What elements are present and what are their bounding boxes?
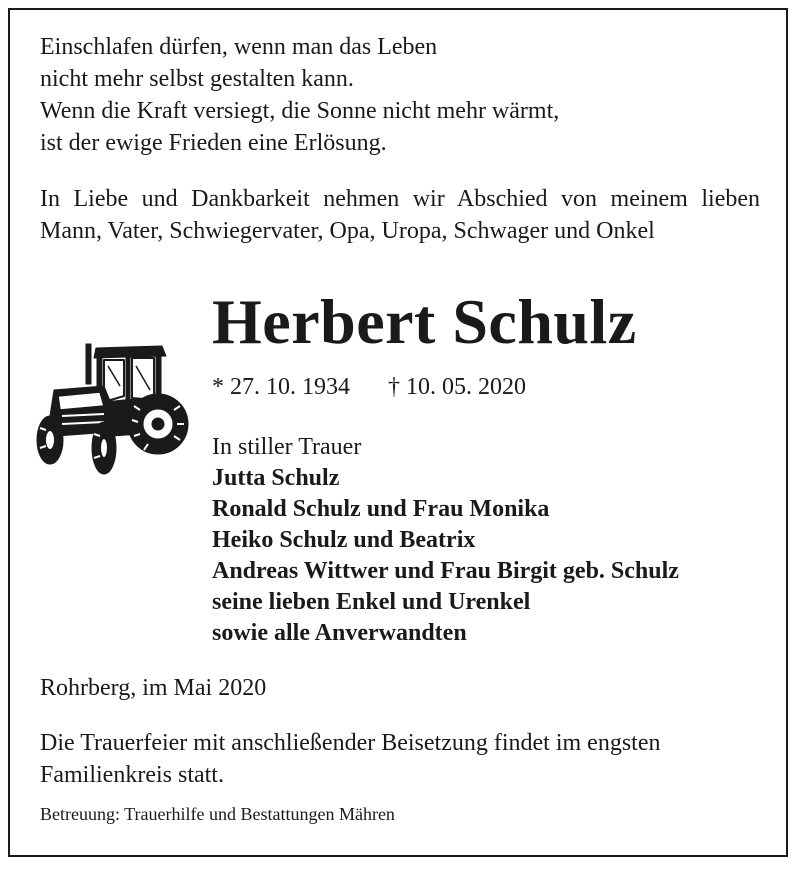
mourner-name: Jutta Schulz — [212, 465, 340, 491]
birth-date: * 27. 10. 1934 — [212, 374, 350, 400]
mourner-name: seine lieben Enkel und Urenkel — [212, 589, 531, 615]
mourner-name: Heiko Schulz und Beatrix — [212, 527, 476, 553]
mourner-name: sowie alle Anverwandten — [212, 620, 467, 646]
tractor-icon — [34, 336, 192, 478]
mourner-name: Ronald Schulz und Frau Monika — [212, 496, 550, 522]
poem-line: ist der ewige Frieden eine Erlösung. — [40, 130, 387, 156]
place-date: Rohrberg, im Mai 2020 — [40, 675, 267, 701]
intro-text: In Liebe und Dankbarkeit nehmen wir Abschied von meinem lieben Mann, Vater, Schwiegervater, Opa, Uropa, Schwager und Onkel — [40, 186, 760, 244]
mourners-heading: In stiller Trauer — [212, 434, 362, 460]
death-date: † 10. 05. 2020 — [388, 374, 526, 400]
deceased-name: Herbert Schulz — [212, 286, 637, 357]
ceremony-note: Die Trauerfeier mit anschließender Beisetzung findet im engsten Familienkreis statt. — [40, 730, 661, 788]
mourner-name: Andreas Wittwer und Frau Birgit geb. Schulz — [212, 558, 679, 584]
life-dates — [212, 371, 526, 403]
poem — [40, 31, 559, 159]
funeral-home-credit: Betreuung: Trauerhilfe und Bestattungen Mähren — [40, 804, 395, 824]
poem-line: Einschlafen dürfen, wenn man das Leben — [40, 34, 438, 60]
poem-line: Wenn die Kraft versiegt, die Sonne nicht mehr wärmt, — [40, 98, 560, 124]
poem-line: nicht mehr selbst gestalten kann. — [40, 66, 354, 92]
mourners-block — [212, 432, 679, 649]
